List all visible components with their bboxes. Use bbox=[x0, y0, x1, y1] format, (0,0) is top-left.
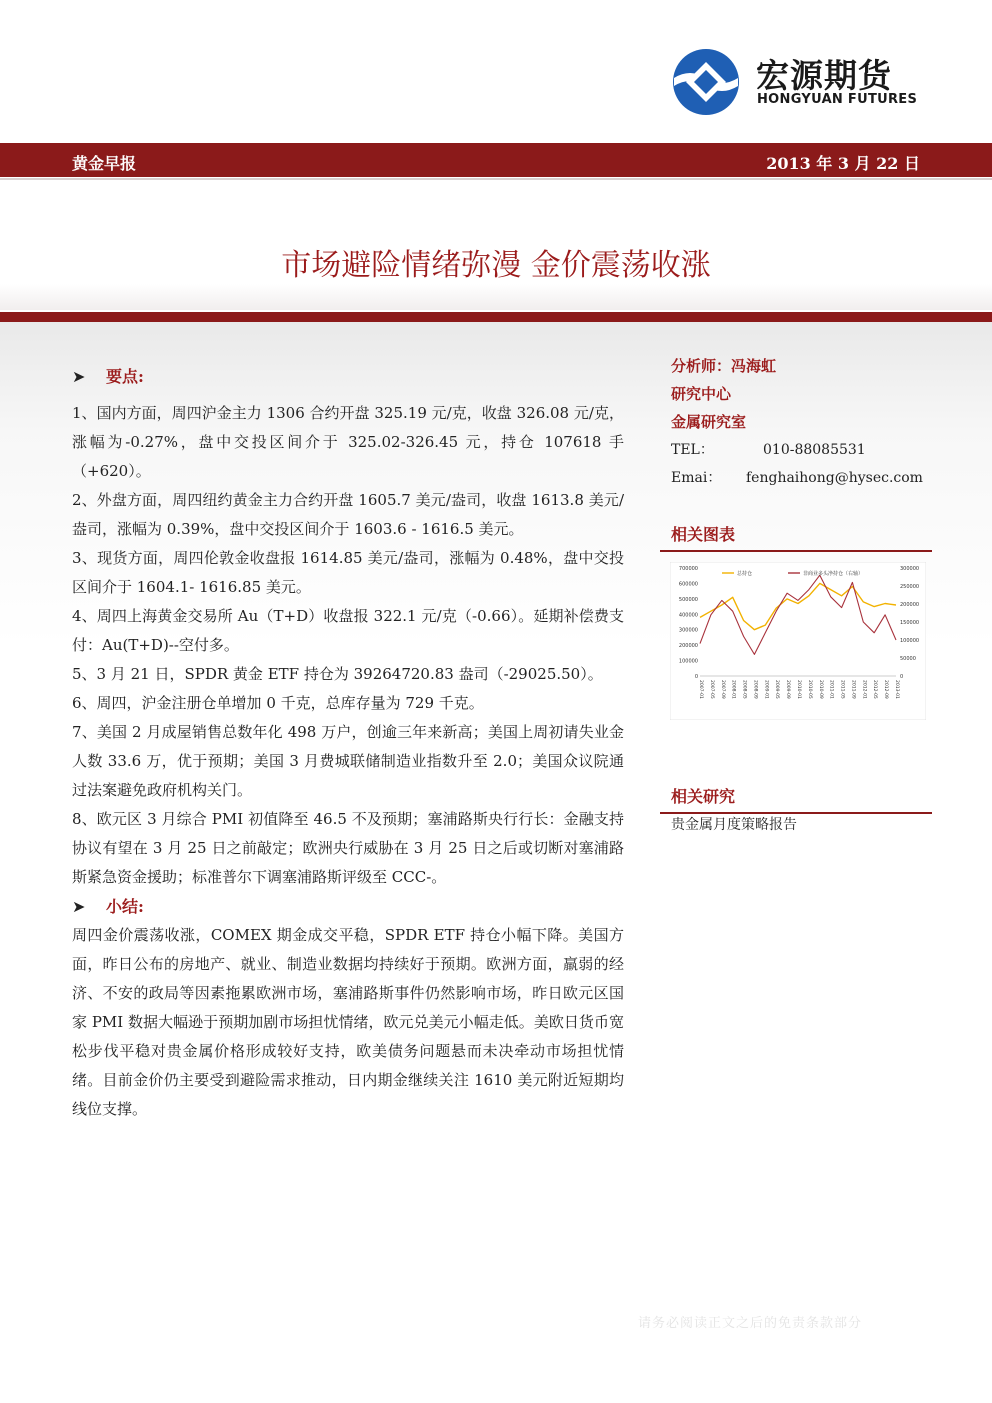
arrow-bullet-icon: ➤ bbox=[72, 367, 86, 386]
chart-x-tick-label: 2007-09 bbox=[719, 680, 725, 699]
email-link[interactable]: fenghaihong@hysec.com bbox=[746, 470, 923, 486]
chart-x-tick-label: 2011-09 bbox=[850, 680, 856, 699]
metal-research-dept: 金属研究室 bbox=[671, 413, 747, 431]
chart-left-tick-label: 0 bbox=[694, 674, 698, 680]
hongyuan-logo-icon bbox=[672, 48, 740, 116]
keypoint-item: 4、周四上海黄金交易所 Au（T+D）收盘报 322.1 元/克（-0.66）。延期补偿费支付：Au(T+D)--空付多。 bbox=[72, 607, 624, 654]
chart-x-tick-label: 2011-01 bbox=[828, 680, 834, 699]
chart-left-tick-label: 300000 bbox=[678, 627, 698, 634]
keypoint-item: 1、国内方面，周四沪金主力 1306 合约开盘 325.19 元/克，收盘 326.08 元/克，涨幅为-0.27%，盘中交投区间介于 325.02-326.45 元，持仓 107618 手（+620）。 bbox=[72, 404, 624, 480]
keypoints-heading bbox=[72, 362, 624, 391]
chart-left-tick-label: 500000 bbox=[678, 596, 698, 603]
keypoint-item: 6、周四，沪金注册仓单增加 0 千克，总库存量为 729 千克。 bbox=[72, 694, 484, 712]
chart-left-tick-label: 200000 bbox=[678, 643, 698, 650]
chart-x-tick-label: 2012-01 bbox=[861, 680, 867, 699]
spacer bbox=[72, 391, 624, 399]
keypoint-item: 5、3 月 21 日，SPDR 黄金 ETF 持仓为 39264720.83 盎司（-29025.50）。 bbox=[72, 665, 603, 683]
keypoint-item: 7、美国 2 月成屋销售总数年化 498 万户，创逾三年来新高；美国上周初请失业金人数 33.6 万，优于预期；美国 3 月费城联储制造业指数升至 2.0；美国众议院通过法案避免政府机构关门。 bbox=[72, 723, 624, 799]
chart-right-tick-label: 50000 bbox=[900, 656, 916, 662]
research-center: 研究中心 bbox=[671, 385, 732, 403]
chart-x-tick-label: 2010-05 bbox=[806, 680, 812, 699]
tel-value: 010-88085531 bbox=[763, 442, 866, 458]
report-date: 2013 年 3 月 22 日 bbox=[766, 154, 920, 173]
chart-left-tick-label: 400000 bbox=[678, 612, 698, 619]
chart-x-tick-label: 2013-01 bbox=[894, 680, 899, 699]
chart-x-tick-label: 2008-09 bbox=[752, 680, 758, 699]
keypoint-item: 8、欧元区 3 月综合 PMI 初值降至 46.5 不及预期；塞浦路斯央行行长：金融支持协议有望在 3 月 25 日之前敲定；欧洲央行威胁在 3 月 25 日之后或切断对塞浦路斯紧急资金援助；标准普尔下调塞浦路斯评级至 CCC-。 bbox=[72, 810, 624, 886]
chart-left-tick-label: 600000 bbox=[678, 581, 698, 588]
title-divider bbox=[0, 312, 992, 322]
related-charts-heading bbox=[660, 520, 932, 552]
position-chart bbox=[670, 562, 926, 720]
chart-right-tick-label: 0 bbox=[900, 674, 904, 680]
tel-label: TEL： bbox=[671, 442, 714, 458]
chart-left-tick-label: 700000 bbox=[678, 566, 698, 572]
analyst-name: 分析师：冯海虹 bbox=[671, 357, 777, 375]
tel-row bbox=[671, 436, 933, 464]
chart-x-tick-label: 2012-09 bbox=[883, 680, 889, 699]
chart-x-tick-label: 2009-09 bbox=[785, 680, 791, 699]
keypoint-item: 2、外盘方面，周四纽约黄金主力合约开盘 1605.7 美元/盎司，收盘 1613.8 美元/盎司，涨幅为 0.39%，盘中交投区间介于 1603.6 - 1616.5 美元。 bbox=[72, 491, 624, 538]
related-research-heading bbox=[660, 782, 932, 814]
disclaimer-note: 请务必阅读正文之后的免责条款部分 bbox=[638, 1316, 863, 1331]
chart-x-tick-label: 2011-05 bbox=[839, 680, 845, 699]
chart-x-tick-label: 2010-09 bbox=[817, 680, 823, 699]
chart-right-tick-label: 250000 bbox=[900, 584, 920, 590]
chart-x-tick-label: 2007-05 bbox=[708, 680, 714, 699]
chart-x-tick-label: 2009-01 bbox=[763, 680, 769, 699]
keypoints-list bbox=[72, 399, 624, 892]
summary-heading bbox=[72, 892, 624, 921]
chart-left-tick-label: 100000 bbox=[678, 658, 698, 665]
chart-x-tick-label: 2012-05 bbox=[872, 680, 878, 699]
email-label: Emai： bbox=[671, 470, 722, 486]
logo-name-cn: 宏源期货 bbox=[756, 56, 892, 95]
analyst-info bbox=[671, 352, 933, 492]
chart-right-tick-label: 150000 bbox=[900, 620, 920, 626]
chart-x-tick-label: 2009-05 bbox=[774, 680, 780, 699]
related-research-item[interactable]: 贵金属月度策略报告 bbox=[671, 817, 797, 833]
related-research-label: 相关研究 bbox=[671, 787, 736, 806]
chart-x-tick-label: 2008-01 bbox=[730, 680, 736, 699]
report-type: 黄金早报 bbox=[72, 154, 137, 173]
chart-right-tick-label: 200000 bbox=[900, 602, 920, 608]
keypoint-item: 3、现货方面，周四伦敦金收盘报 1614.85 美元/盎司，涨幅为 0.48%，盘中交投区间介于 1604.1- 1616.85 美元。 bbox=[72, 549, 624, 596]
main-content bbox=[72, 362, 624, 1124]
summary-heading-label: 小结: bbox=[106, 897, 144, 916]
chart-legend-label: 总持仓 bbox=[737, 571, 753, 577]
keypoints-heading-label: 要点: bbox=[106, 367, 144, 386]
page-title: 市场避险情绪弥漫 金价震荡收涨 bbox=[281, 248, 711, 283]
chart-x-tick-label: 2007-01 bbox=[698, 680, 703, 699]
chart-right-tick-label: 300000 bbox=[900, 566, 920, 572]
header-bar bbox=[0, 143, 992, 177]
logo-name-en: HONGYUAN FUTURES bbox=[757, 92, 918, 107]
arrow-bullet-icon: ➤ bbox=[72, 897, 86, 916]
chart-right-tick-label: 100000 bbox=[900, 638, 920, 644]
related-charts-label: 相关图表 bbox=[671, 525, 736, 544]
chart-x-tick-label: 2008-05 bbox=[741, 680, 747, 699]
email-row bbox=[671, 464, 933, 492]
chart-x-tick-label: 2010-01 bbox=[796, 680, 801, 699]
company-logo bbox=[672, 48, 922, 116]
summary-text: 周四金价震荡收涨，COMEX 期金成交平稳，SPDR ETF 持仓小幅下降。美国方面，昨日公布的房地产、就业、制造业数据均持续好于预期。欧洲方面，羸弱的经济、不安的政局等因素拖累欧洲市场，塞浦路斯事件仍然影响市场，昨日欧元区国家 PMI 数据大幅逊于预期加剧市场担忧情绪，欧元兑美元小幅走低。美欧日货币宽松步伐平稳对贵金属价格形成较好支持，欧美债务问题悬而未决牵动市场担忧情绪。目前金价仍主要受到避险需求推动，日内期金继续关注 1610 美元附近短期均线位支撑。 bbox=[72, 926, 624, 1118]
chart-legend-label: 非商业多头净持仓（右轴） bbox=[803, 571, 864, 577]
